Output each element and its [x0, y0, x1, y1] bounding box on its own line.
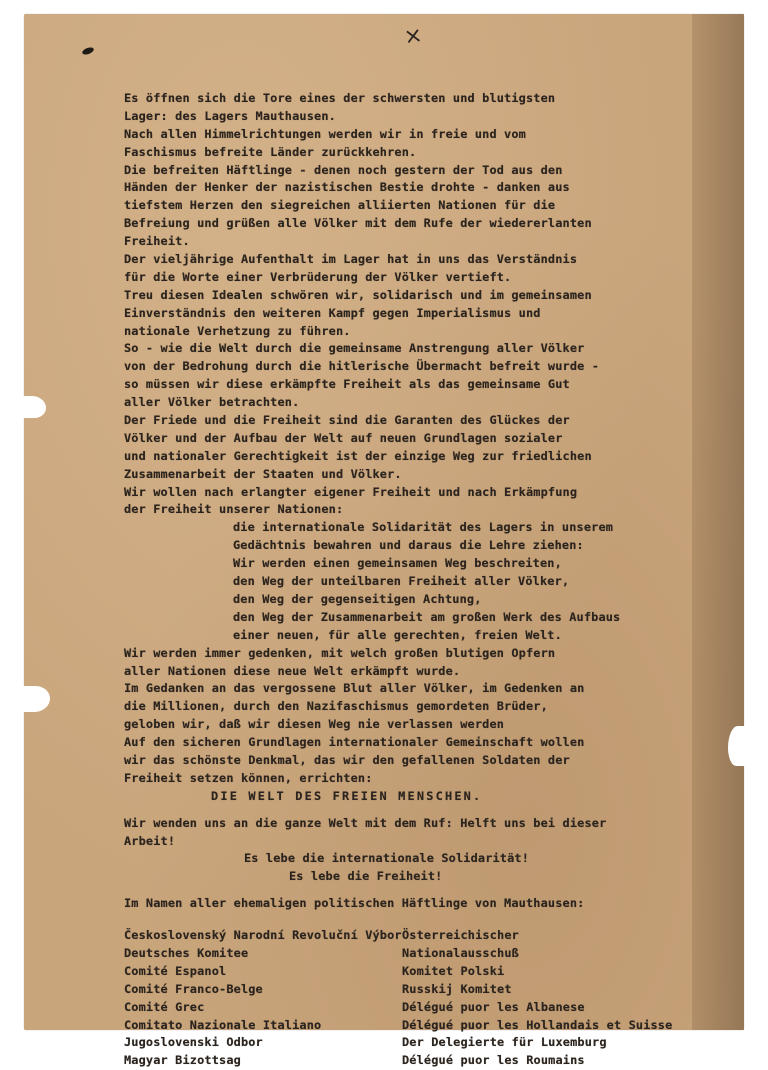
text-line: Es lebe die Freiheit!	[289, 869, 443, 884]
spacer	[124, 886, 734, 895]
signatory-right: Russkij Komitet	[402, 981, 512, 996]
text-line: geloben wir, daß wir diesen Weg nie verlassen werden	[124, 717, 505, 732]
text-line: Im Namen aller ehemaligen politischen Häftlinge von Mauthausen:	[124, 896, 585, 911]
proclamation-text	[124, 90, 734, 913]
signatory-left: Československý Narodní Revoluční Výbor	[124, 928, 402, 943]
text-line: von der Bedrohung durch die hitlerische Übermacht befreit wurde -	[124, 359, 600, 374]
text-line: Arbeit!	[124, 833, 176, 848]
signatory-left: Magyar Bizottsag	[124, 1053, 241, 1068]
text-line: Völker und der Aufbau der Welt auf neuen Grundlagen sozialer	[124, 430, 563, 445]
paper-tear	[20, 686, 50, 712]
paper-tear	[20, 396, 46, 418]
text-line: tiefstem Herzen den siegreichen alliierten Nationen für die	[124, 198, 556, 213]
handwritten-mark: ×	[402, 22, 425, 51]
text-line: aller Nationen diese neue Welt erkämpft wurde.	[124, 663, 461, 678]
text-line: Es lebe die internationale Solidarität!	[244, 851, 530, 866]
text-line: den Weg der gegenseitigen Achtung,	[233, 591, 482, 606]
text-line: aller Völker betrachten.	[124, 395, 300, 410]
text-line: Nach allen Himmelrichtungen werden wir in freie und vom	[124, 126, 526, 141]
text-line: Die befreiten Häftlinge - denen noch gestern der Tod aus den	[124, 162, 563, 177]
text-line: so müssen wir diese erkämpfte Freiheit als das gemeinsame Gut	[124, 377, 570, 392]
signatory-row	[124, 999, 734, 1017]
signatory-left: Jugoslovenski Odbor	[124, 1035, 263, 1050]
signatory-row	[124, 963, 734, 981]
signatories-list	[124, 927, 734, 1070]
text-line: Treu diesen Idealen schwören wir, solidarisch und im gemeinsamen	[124, 287, 592, 302]
text-line: die Millionen, durch den Nazifaschismus gemordeten Brüder,	[124, 699, 548, 714]
paper-sheet	[24, 14, 744, 1068]
text-line: und nationaler Gerechtigkeit ist der einzige Weg zur friedlichen	[124, 448, 592, 463]
text-line: der Freiheit unserer Nationen:	[124, 502, 344, 517]
text-line: Zusammenarbeit der Staaten und Völker.	[124, 466, 402, 481]
text-line: den Weg der unteilbaren Freiheit aller Völker,	[233, 574, 570, 589]
text-line: Befreiung und grüßen alle Völker mit dem Rufe der wiedererlanten	[124, 216, 592, 231]
text-line: Einverständnis den weiteren Kampf gegen Imperialismus und	[124, 305, 541, 320]
text-line: den Weg der Zusammenarbeit am großen Werk des Aufbaus	[233, 609, 621, 624]
text-line: Der vieljährige Aufenthalt im Lager hat in uns das Verständnis	[124, 252, 578, 267]
text-line: Händen der Henker der nazistischen Bestie drohte - danken aus	[124, 180, 570, 195]
text-line: einer neuen, für alle gerechten, freien Welt.	[233, 627, 562, 642]
signatory-left: Deutsches Komitee	[124, 945, 249, 960]
text-line: die internationale Solidarität des Lagers in unserem	[233, 520, 614, 535]
text-line: Auf den sicheren Grundlagen internationaler Gemeinschaft wollen	[124, 735, 585, 750]
signatory-row	[124, 927, 734, 945]
text-line: So - wie die Welt durch die gemeinsame Anstrengung aller Völker	[124, 341, 585, 356]
signatory-row	[124, 1017, 734, 1035]
signatory-row	[124, 945, 734, 963]
text-line: DIE WELT DES FREIEN MENSCHEN.	[211, 788, 483, 803]
spacer	[124, 806, 734, 815]
ink-blot	[81, 46, 94, 56]
signatory-right: Délégué puor les Hollandais et Suisse	[402, 1017, 673, 1032]
signatory-row	[124, 1052, 734, 1070]
text-line: Der Friede und die Freiheit sind die Garanten des Glückes der	[124, 413, 570, 428]
signatory-right: Nationalausschuß	[402, 945, 519, 960]
text-line: Lager: des Lagers Mauthausen.	[124, 108, 336, 123]
text-line: für die Worte einer Verbrüderung der Völker vertieft.	[124, 269, 512, 284]
signatory-right: Délégué puor les Albanese	[402, 999, 585, 1014]
text-line: Freiheit.	[124, 234, 190, 249]
text-line: Wir werden einen gemeinsamen Weg beschreiten,	[233, 556, 562, 571]
signatory-left: Comité Espanol	[124, 963, 227, 978]
signatory-right: Österreichischer	[402, 928, 519, 943]
text-line: Es öffnen sich die Tore eines der schwersten und blutigsten	[124, 91, 556, 105]
signatory-left: Comité Franco-Belge	[124, 981, 263, 996]
signatory-right: Délégué puor les Roumains	[402, 1053, 585, 1068]
text-line: nationale Verhetzung zu führen.	[124, 323, 351, 338]
text-line: Im Gedanken an das vergossene Blut aller Völker, im Gedenken an	[124, 681, 585, 696]
signatory-right: Der Delegierte für Luxemburg	[402, 1035, 607, 1050]
text-line: Wir werden immer gedenken, mit welch großen blutigen Opfern	[124, 645, 556, 660]
text-line: Freiheit setzen können, errichten:	[124, 770, 373, 785]
signatory-left: Comité Grec	[124, 999, 205, 1014]
text-line: Faschismus befreite Länder zurückkehren.	[124, 144, 417, 159]
text-line: wir das schönste Denkmal, das wir den gefallenen Soldaten der	[124, 752, 570, 767]
signatory-left: Comitato Nazionale Italiano	[124, 1017, 322, 1032]
document-body	[124, 90, 734, 1070]
text-line: Wir wollen nach erlangter eigener Freiheit und nach Erkämpfung	[124, 484, 578, 499]
signatory-row	[124, 981, 734, 999]
text-line: Gedächtnis bewahren und daraus die Lehre ziehen:	[233, 538, 584, 553]
text-line: Wir wenden uns an die ganze Welt mit dem Ruf: Helft uns bei dieser	[124, 815, 607, 830]
signatory-row	[124, 1034, 734, 1052]
signatory-right: Komitet Polski	[402, 963, 505, 978]
